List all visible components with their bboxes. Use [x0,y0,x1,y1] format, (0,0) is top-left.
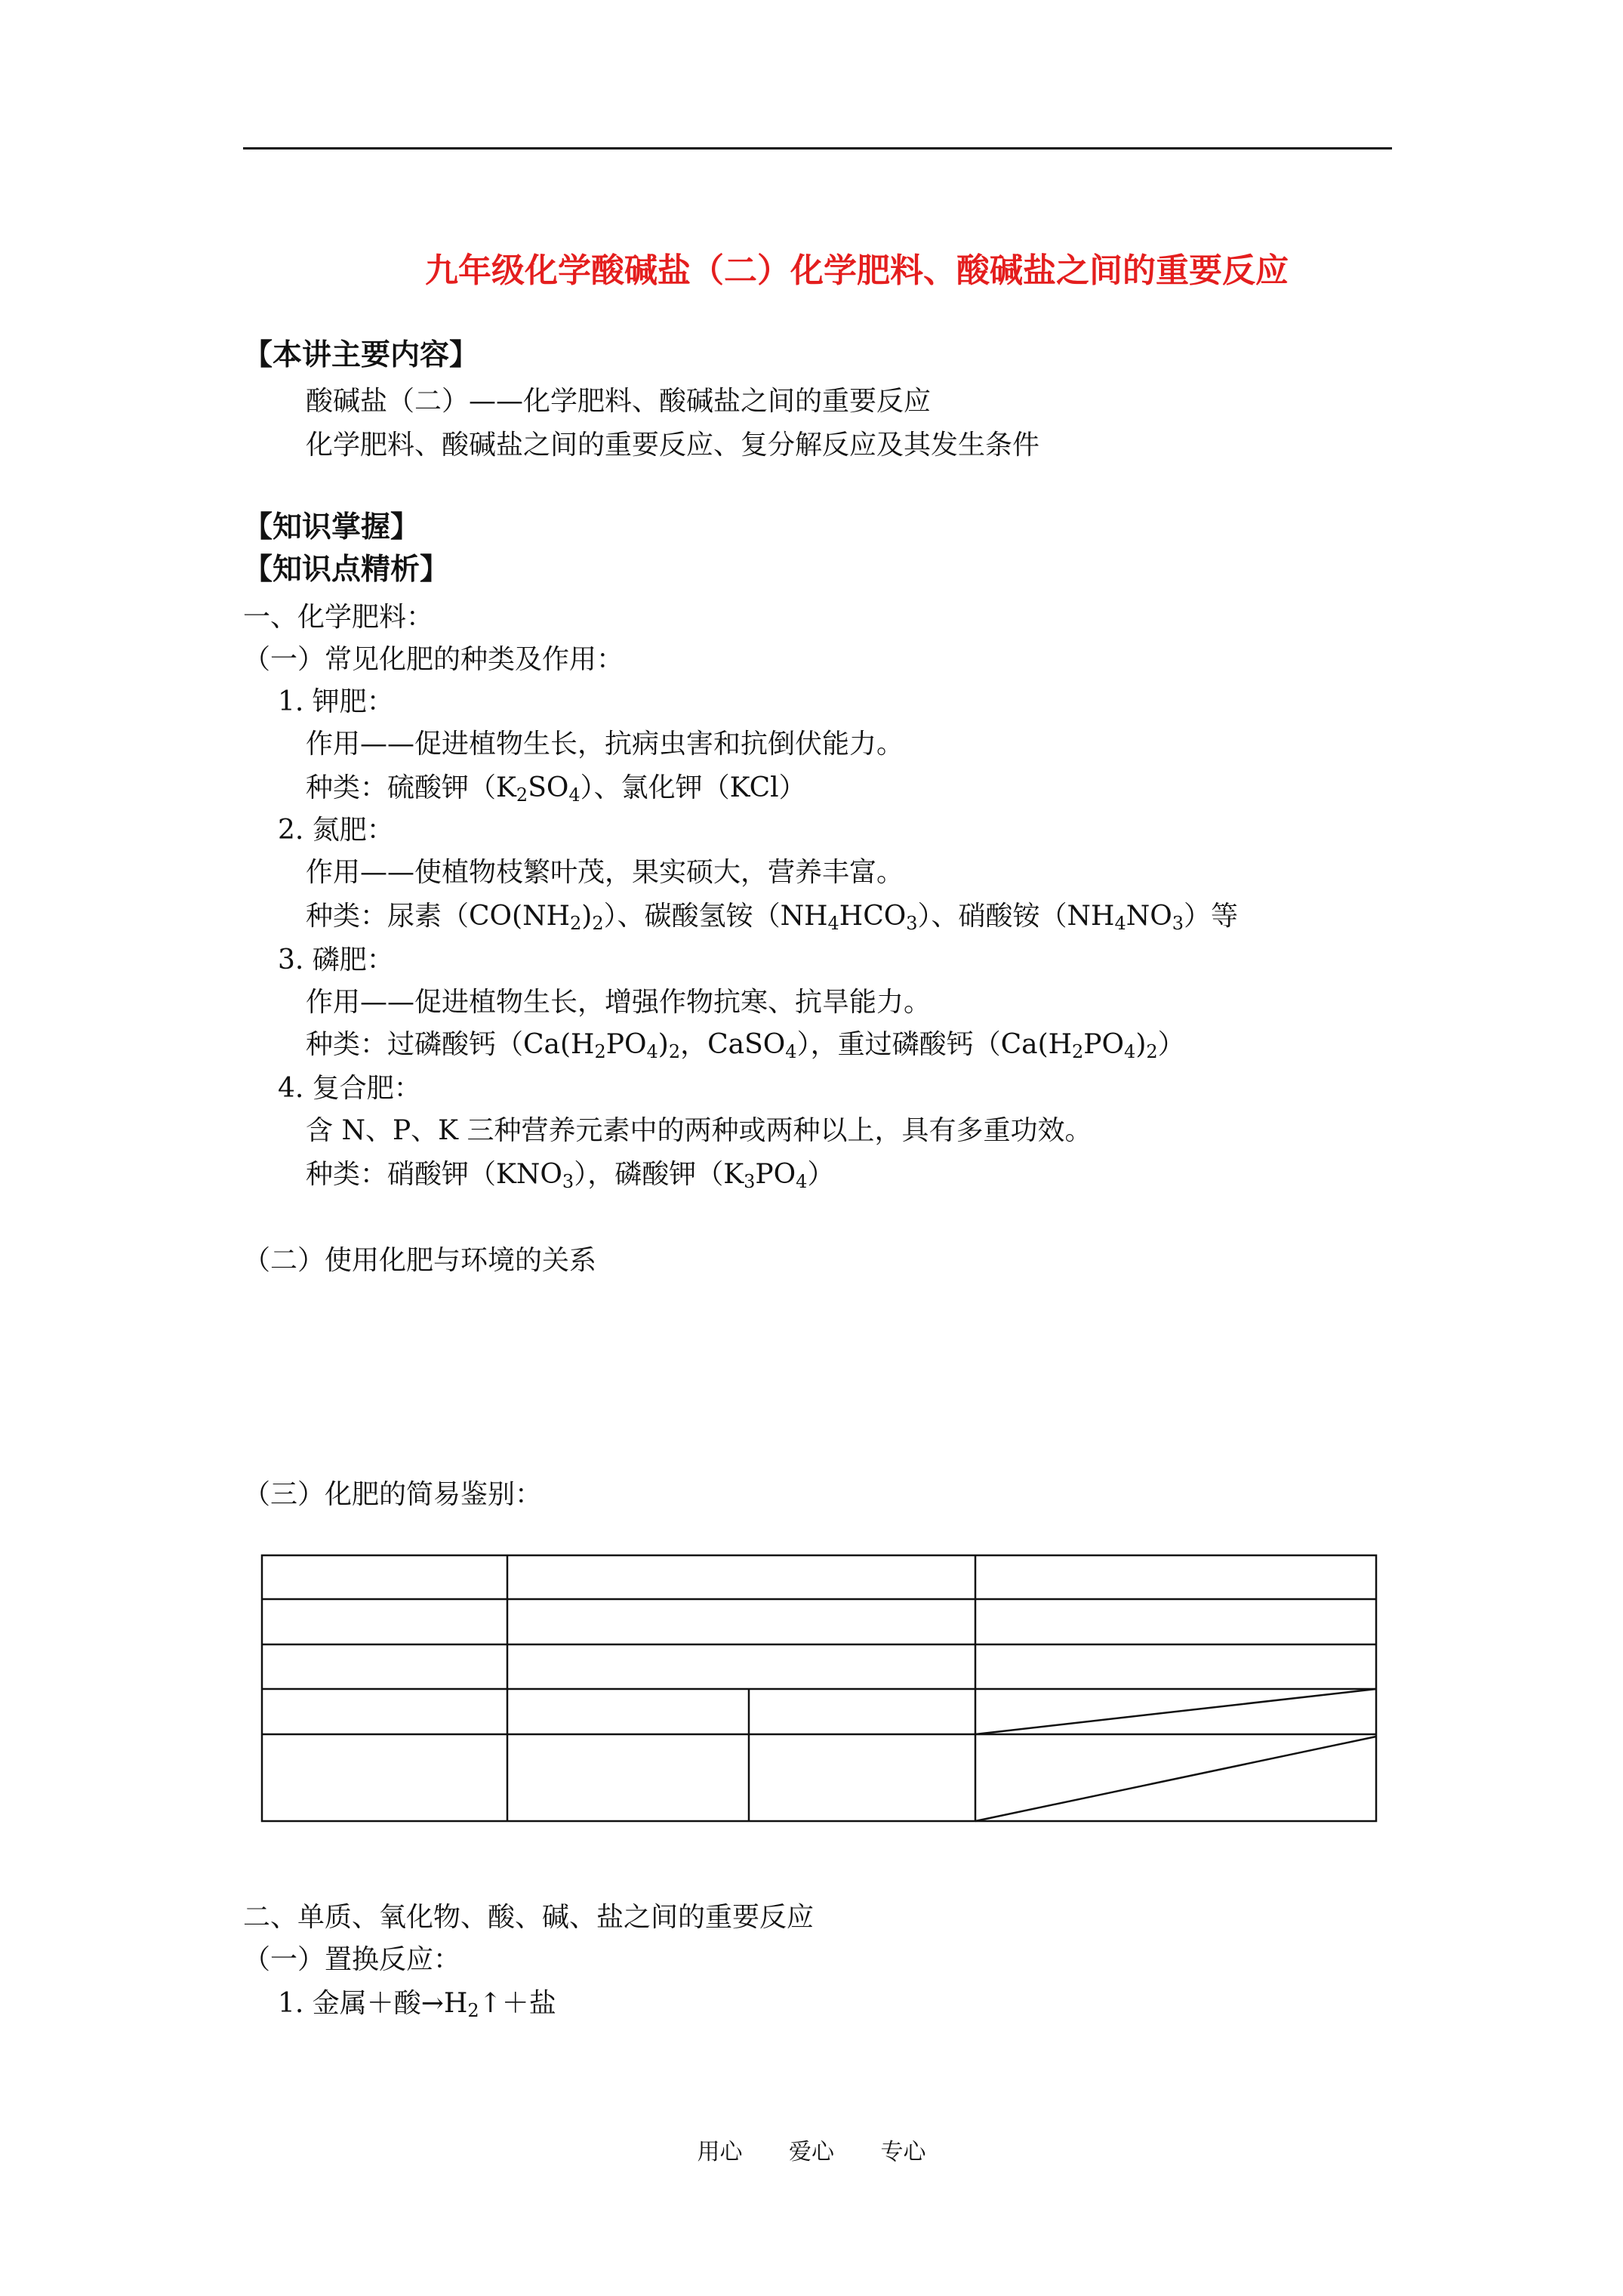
subsection-heading: （二）使用化肥与环境的关系 [243,1245,597,1276]
footer-word: 专心 [880,2139,926,2165]
page-footer [0,2133,1623,2166]
table-diagonal [975,1737,1376,1821]
list-item-title: 3. 磷肥： [278,945,394,975]
list-item-text: 作用——促进植物生长，抗病虫害和抗倒伏能力。 [306,729,904,760]
section-heading: 一、化学肥料： [243,602,434,633]
reaction-line: 1. 金属＋酸$\to H_2↑+$盐 [278,1988,556,2021]
subsection-heading: （三）化肥的简易鉴别： [243,1479,543,1510]
list-item-text: 种类：尿素$(CO(NH_2)_2)$、碳酸氢铵$(NH_4HCO_3)$、硝酸铵$(NH_4NO_3)$等 [306,901,1239,934]
footer-word: 爱心 [789,2139,834,2165]
footer-word: 用心 [697,2139,743,2165]
list-item-text: 含 N、P、K 三种营养元素中的两种或两种以上，具有多重功效。 [306,1115,1092,1146]
list-item-text: 作用——使植物枝繁叶茂，果实硕大，营养丰富。 [306,857,904,888]
knowledge-heading: 【知识掌握】 [243,510,420,544]
table-diagonal [975,1689,1376,1734]
list-item-text: 种类：硫酸钾$(K_2SO_4)$、氯化钾（KCl） [306,772,806,806]
analysis-heading: 【知识点精析】 [243,552,450,587]
list-item-title: 2. 氮肥： [278,815,394,846]
list-item-text: 种类：过磷酸钙（$Ca(H_2PO_4)_2$，CaSO$_4$），重过磷酸钙$(Ca(H_2PO_4)_2)$ [306,1029,1185,1062]
list-item-title: 4. 复合肥： [278,1073,421,1104]
subsection-heading: （一）置换反应： [243,1944,461,1975]
list-item-text: 作用——促进植物生长，增强作物抗寒、抗旱能力。 [306,987,932,1018]
subsection-heading: （一）常见化肥的种类及作用： [243,644,624,675]
page-title: 九年级化学酸碱盐（二）化学肥料、酸碱盐之间的重要反应 [425,251,1289,290]
main-content-line: 酸碱盐（二）——化学肥料、酸碱盐之间的重要反应 [306,386,932,417]
list-item-title: 1. 钾肥： [278,686,394,717]
main-content-line: 化学肥料、酸碱盐之间的重要反应、复分解反应及其发生条件 [306,430,1040,461]
section-heading: 二、单质、氧化物、酸、碱、盐之间的重要反应 [243,1902,815,1933]
list-item-text: 种类：硝酸钾$(KNO_3)$，磷酸钾$(K_3PO_4)$ [306,1159,835,1192]
main-content-heading: 【本讲主要内容】 [243,337,479,372]
